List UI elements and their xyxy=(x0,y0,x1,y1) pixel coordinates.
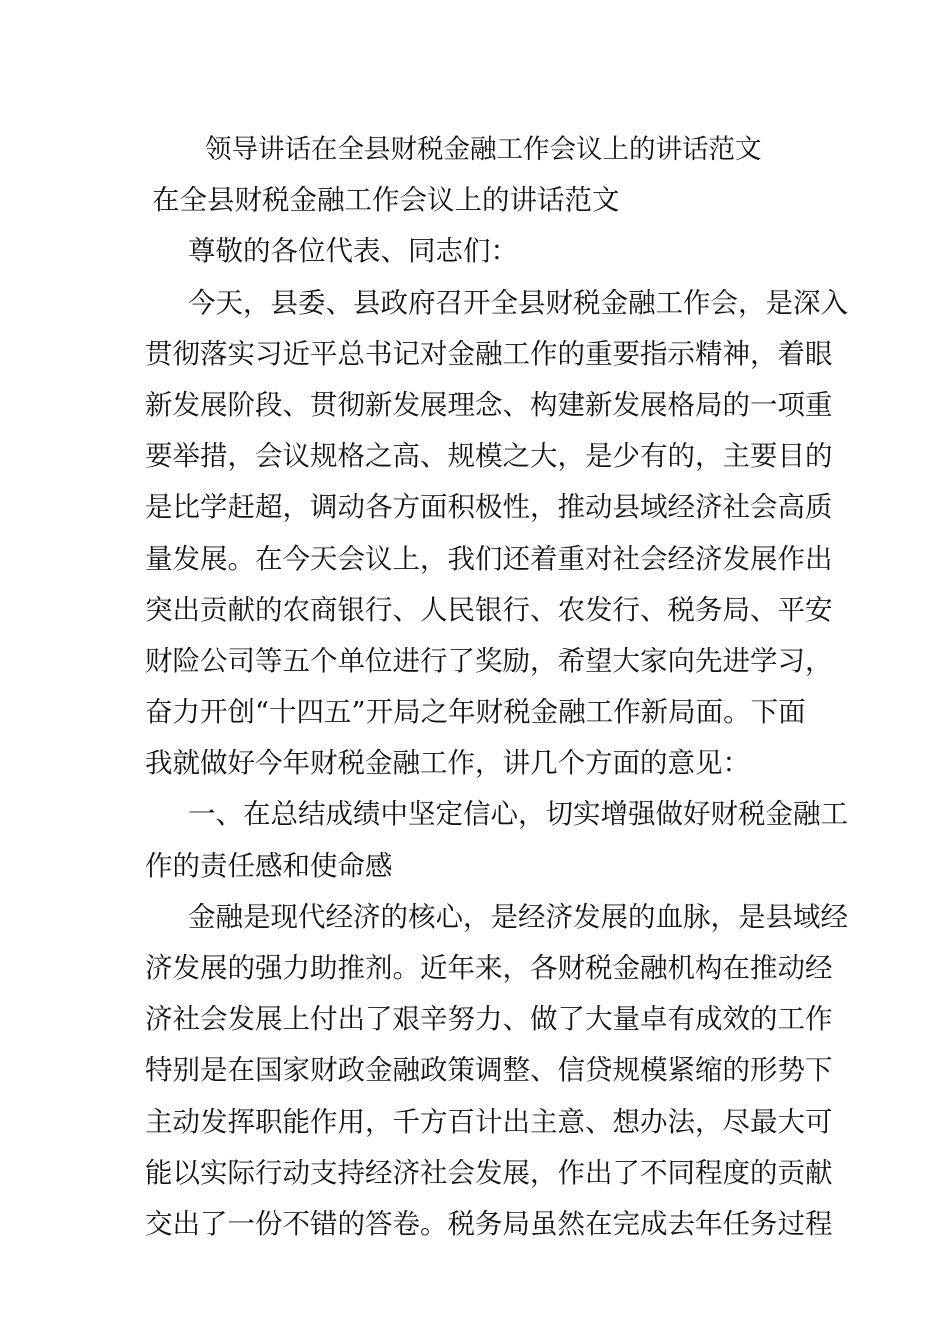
text-line: 奋力开创“十四五”开局之年财税金融工作新局面。下面 xyxy=(145,696,806,729)
text-line: 特别是在国家财政金融政策调整、信贷规模紧缩的形势下 xyxy=(145,1054,833,1087)
text-line: 我就做好今年财税金融工作，讲几个方面的意见： xyxy=(145,747,750,780)
text-line: 新发展阶段、贯彻新发展理念、构建新发展格局的一项重 xyxy=(145,388,833,421)
text-line: 今天，县委、县政府召开全县财税金融工作会，是深入 xyxy=(188,286,848,319)
section-heading-cont: 作的责任感和使命感 xyxy=(145,849,393,882)
text-line: 突出贡献的农商银行、人民银行、农发行、税务局、平安 xyxy=(145,593,833,626)
section-heading: 一、在总结成绩中坚定信心，切实增强做好财税金融工 xyxy=(188,798,848,831)
document-subtitle: 在全县财税金融工作会议上的讲话范文 xyxy=(152,184,620,217)
text-line: 金融是现代经济的核心，是经济发展的血脉，是县域经 xyxy=(188,900,848,933)
text-line: 贯彻落实习近平总书记对金融工作的重要指示精神，着眼 xyxy=(145,337,833,370)
text-line: 济发展的强力助推剂。近年来，各财税金融机构在推动经 xyxy=(145,952,833,984)
text-line: 量发展。在今天会议上，我们还着重对社会经济发展作出 xyxy=(145,542,833,575)
text-line: 济社会发展上付出了艰辛努力、做了大量卓有成效的工作 xyxy=(145,1003,833,1036)
text-line: 是比学赶超，调动各方面积极性，推动县域经济社会高质 xyxy=(145,491,833,524)
document-page xyxy=(0,124,950,1250)
text-line: 能以实际行动支持经济社会发展，作出了不同程度的贡献 xyxy=(145,1156,833,1189)
text-line: 财险公司等五个单位进行了奖励，希望大家向先进学习， xyxy=(145,644,833,677)
text-line: 交出了一份不错的答卷。税务局虽然在完成去年任务过程 xyxy=(145,1207,833,1240)
salutation: 尊敬的各位代表、同志们： xyxy=(188,235,518,268)
text-line: 要举措，会议规格之高、规模之大，是少有的，主要目的 xyxy=(145,440,833,473)
text-line: 主动发挥职能作用，千方百计出主意、想办法，尽最大可 xyxy=(145,1105,833,1138)
document-title: 领导讲话在全县财税金融工作会议上的讲话范文 xyxy=(205,134,762,165)
